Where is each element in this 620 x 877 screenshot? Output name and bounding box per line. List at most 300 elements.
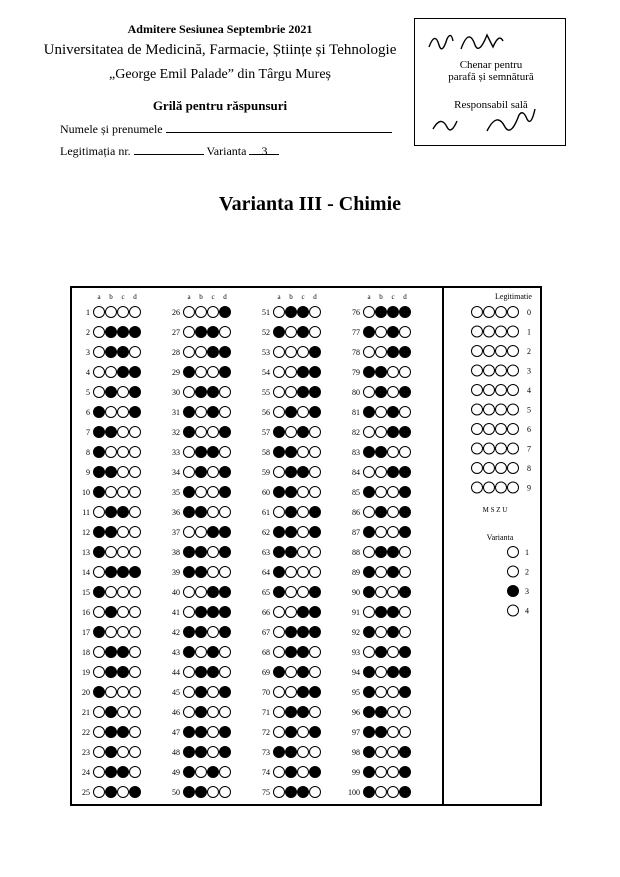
answer-bubble[interactable] bbox=[376, 327, 387, 338]
answer-bubble[interactable] bbox=[400, 307, 411, 318]
answer-bubble[interactable] bbox=[184, 407, 195, 418]
answer-bubble[interactable] bbox=[286, 747, 297, 758]
answer-bubble[interactable] bbox=[184, 607, 195, 618]
answer-bubble[interactable] bbox=[286, 367, 297, 378]
answer-bubble[interactable] bbox=[286, 707, 297, 718]
answer-bubble[interactable] bbox=[106, 567, 117, 578]
answer-bubble[interactable] bbox=[298, 307, 309, 318]
answer-bubble[interactable] bbox=[286, 527, 297, 538]
answer-bubble[interactable] bbox=[130, 547, 141, 558]
answer-bubble[interactable] bbox=[298, 547, 309, 558]
answer-bubble[interactable] bbox=[118, 447, 129, 458]
answer-bubble[interactable] bbox=[94, 507, 105, 518]
answer-bubble[interactable] bbox=[376, 367, 387, 378]
answer-bubble[interactable] bbox=[184, 487, 195, 498]
answer-bubble[interactable] bbox=[298, 667, 309, 678]
answer-bubble[interactable] bbox=[376, 347, 387, 358]
answer-bubble[interactable] bbox=[400, 547, 411, 558]
answer-bubble[interactable] bbox=[310, 467, 321, 478]
answer-bubble[interactable] bbox=[388, 587, 399, 598]
answer-bubble[interactable] bbox=[388, 427, 399, 438]
answer-bubble[interactable] bbox=[196, 307, 207, 318]
answer-bubble[interactable] bbox=[286, 567, 297, 578]
answer-bubble[interactable] bbox=[196, 687, 207, 698]
answer-bubble[interactable] bbox=[94, 467, 105, 478]
answer-bubble[interactable] bbox=[376, 667, 387, 678]
answer-bubble[interactable] bbox=[298, 447, 309, 458]
answer-bubble[interactable] bbox=[106, 707, 117, 718]
answer-bubble[interactable] bbox=[274, 447, 285, 458]
answer-bubble[interactable] bbox=[196, 487, 207, 498]
legitimatie-bubble[interactable] bbox=[496, 482, 507, 493]
answer-bubble[interactable] bbox=[274, 307, 285, 318]
answer-bubble[interactable] bbox=[310, 727, 321, 738]
answer-bubble[interactable] bbox=[310, 427, 321, 438]
answer-bubble[interactable] bbox=[274, 527, 285, 538]
answer-bubble[interactable] bbox=[364, 507, 375, 518]
answer-bubble[interactable] bbox=[118, 787, 129, 798]
answer-bubble[interactable] bbox=[118, 507, 129, 518]
answer-bubble[interactable] bbox=[376, 787, 387, 798]
answer-bubble[interactable] bbox=[130, 587, 141, 598]
answer-bubble[interactable] bbox=[94, 327, 105, 338]
answer-bubble[interactable] bbox=[220, 347, 231, 358]
answer-bubble[interactable] bbox=[400, 467, 411, 478]
answer-bubble[interactable] bbox=[310, 667, 321, 678]
answer-bubble[interactable] bbox=[130, 367, 141, 378]
answer-bubble[interactable] bbox=[388, 787, 399, 798]
legitimatie-bubble[interactable] bbox=[484, 404, 495, 415]
legitimatie-bubble[interactable] bbox=[484, 443, 495, 454]
answer-bubble[interactable] bbox=[196, 347, 207, 358]
answer-bubble[interactable] bbox=[298, 507, 309, 518]
answer-bubble[interactable] bbox=[310, 327, 321, 338]
answer-bubble[interactable] bbox=[130, 447, 141, 458]
answer-bubble[interactable] bbox=[274, 367, 285, 378]
answer-bubble[interactable] bbox=[208, 407, 219, 418]
answer-bubble[interactable] bbox=[376, 447, 387, 458]
answer-bubble[interactable] bbox=[400, 767, 411, 778]
answer-bubble[interactable] bbox=[208, 427, 219, 438]
answer-bubble[interactable] bbox=[130, 567, 141, 578]
answer-bubble[interactable] bbox=[388, 467, 399, 478]
answer-bubble[interactable] bbox=[400, 427, 411, 438]
answer-bubble[interactable] bbox=[274, 327, 285, 338]
answer-bubble[interactable] bbox=[184, 707, 195, 718]
legitimatie-bubble[interactable] bbox=[508, 404, 519, 415]
answer-bubble[interactable] bbox=[274, 427, 285, 438]
answer-bubble[interactable] bbox=[364, 787, 375, 798]
answer-bubble[interactable] bbox=[388, 367, 399, 378]
answer-bubble[interactable] bbox=[94, 427, 105, 438]
varianta-bubble[interactable] bbox=[508, 566, 519, 577]
answer-bubble[interactable] bbox=[118, 307, 129, 318]
answer-bubble[interactable] bbox=[118, 687, 129, 698]
answer-bubble[interactable] bbox=[286, 307, 297, 318]
answer-bubble[interactable] bbox=[220, 387, 231, 398]
answer-bubble[interactable] bbox=[274, 347, 285, 358]
answer-bubble[interactable] bbox=[286, 447, 297, 458]
answer-bubble[interactable] bbox=[388, 487, 399, 498]
answer-bubble[interactable] bbox=[274, 587, 285, 598]
answer-bubble[interactable] bbox=[376, 547, 387, 558]
answer-bubble[interactable] bbox=[106, 767, 117, 778]
answer-bubble[interactable] bbox=[388, 687, 399, 698]
answer-bubble[interactable] bbox=[106, 487, 117, 498]
answer-bubble[interactable] bbox=[118, 347, 129, 358]
legitimatie-bubble[interactable] bbox=[472, 424, 483, 435]
legitimatie-bubble[interactable] bbox=[508, 385, 519, 396]
answer-bubble[interactable] bbox=[364, 667, 375, 678]
legitimatie-bubble[interactable] bbox=[508, 424, 519, 435]
answer-bubble[interactable] bbox=[310, 707, 321, 718]
answer-bubble[interactable] bbox=[196, 767, 207, 778]
answer-bubble[interactable] bbox=[310, 487, 321, 498]
legitimatie-bubble[interactable] bbox=[472, 307, 483, 318]
answer-bubble[interactable] bbox=[130, 407, 141, 418]
answer-bubble[interactable] bbox=[298, 347, 309, 358]
answer-bubble[interactable] bbox=[208, 567, 219, 578]
answer-bubble[interactable] bbox=[196, 527, 207, 538]
legitimatie-bubble[interactable] bbox=[484, 424, 495, 435]
answer-bubble[interactable] bbox=[388, 547, 399, 558]
answer-bubble[interactable] bbox=[364, 527, 375, 538]
answer-bubble[interactable] bbox=[196, 387, 207, 398]
answer-bubble[interactable] bbox=[220, 707, 231, 718]
answer-bubble[interactable] bbox=[94, 407, 105, 418]
answer-bubble[interactable] bbox=[286, 467, 297, 478]
answer-bubble[interactable] bbox=[310, 627, 321, 638]
legitimatie-bubble[interactable] bbox=[484, 482, 495, 493]
answer-bubble[interactable] bbox=[364, 367, 375, 378]
answer-bubble[interactable] bbox=[400, 447, 411, 458]
answer-bubble[interactable] bbox=[364, 767, 375, 778]
legitimatie-bubble[interactable] bbox=[484, 463, 495, 474]
answer-bubble[interactable] bbox=[94, 667, 105, 678]
legitimatie-bubble[interactable] bbox=[472, 326, 483, 337]
answer-bubble[interactable] bbox=[400, 487, 411, 498]
answer-bubble[interactable] bbox=[298, 407, 309, 418]
legitimatie-bubble[interactable] bbox=[472, 482, 483, 493]
answer-bubble[interactable] bbox=[196, 407, 207, 418]
legitimatie-bubble[interactable] bbox=[496, 346, 507, 357]
legitimatie-bubble[interactable] bbox=[472, 443, 483, 454]
answer-bubble[interactable] bbox=[130, 327, 141, 338]
answer-bubble[interactable] bbox=[118, 567, 129, 578]
answer-bubble[interactable] bbox=[286, 327, 297, 338]
answer-bubble[interactable] bbox=[298, 707, 309, 718]
answer-bubble[interactable] bbox=[118, 747, 129, 758]
legitimatie-bubble[interactable] bbox=[508, 463, 519, 474]
answer-bubble[interactable] bbox=[184, 307, 195, 318]
answer-bubble[interactable] bbox=[130, 387, 141, 398]
answer-bubble[interactable] bbox=[298, 427, 309, 438]
legitimatie-bubble[interactable] bbox=[496, 326, 507, 337]
answer-bubble[interactable] bbox=[130, 787, 141, 798]
answer-bubble[interactable] bbox=[220, 407, 231, 418]
answer-bubble[interactable] bbox=[400, 747, 411, 758]
answer-bubble[interactable] bbox=[310, 587, 321, 598]
answer-bubble[interactable] bbox=[376, 507, 387, 518]
answer-bubble[interactable] bbox=[184, 687, 195, 698]
answer-bubble[interactable] bbox=[400, 507, 411, 518]
answer-bubble[interactable] bbox=[220, 667, 231, 678]
legitimatie-bubble[interactable] bbox=[508, 307, 519, 318]
answer-bubble[interactable] bbox=[400, 367, 411, 378]
answer-bubble[interactable] bbox=[184, 467, 195, 478]
answer-bubble[interactable] bbox=[364, 427, 375, 438]
answer-bubble[interactable] bbox=[184, 747, 195, 758]
answer-bubble[interactable] bbox=[196, 787, 207, 798]
answer-bubble[interactable] bbox=[274, 507, 285, 518]
answer-bubble[interactable] bbox=[130, 487, 141, 498]
answer-bubble[interactable] bbox=[388, 447, 399, 458]
answer-bubble[interactable] bbox=[94, 647, 105, 658]
answer-bubble[interactable] bbox=[376, 747, 387, 758]
answer-bubble[interactable] bbox=[388, 407, 399, 418]
answer-bubble[interactable] bbox=[388, 347, 399, 358]
answer-bubble[interactable] bbox=[376, 427, 387, 438]
answer-bubble[interactable] bbox=[364, 607, 375, 618]
answer-bubble[interactable] bbox=[130, 747, 141, 758]
answer-bubble[interactable] bbox=[220, 447, 231, 458]
answer-bubble[interactable] bbox=[208, 507, 219, 518]
answer-bubble[interactable] bbox=[106, 327, 117, 338]
answer-bubble[interactable] bbox=[106, 587, 117, 598]
answer-bubble[interactable] bbox=[310, 447, 321, 458]
answer-bubble[interactable] bbox=[286, 667, 297, 678]
answer-bubble[interactable] bbox=[400, 647, 411, 658]
answer-bubble[interactable] bbox=[184, 547, 195, 558]
answer-bubble[interactable] bbox=[220, 367, 231, 378]
answer-bubble[interactable] bbox=[94, 527, 105, 538]
answer-bubble[interactable] bbox=[220, 307, 231, 318]
answer-bubble[interactable] bbox=[220, 547, 231, 558]
answer-bubble[interactable] bbox=[274, 387, 285, 398]
answer-bubble[interactable] bbox=[274, 547, 285, 558]
answer-bubble[interactable] bbox=[310, 747, 321, 758]
legitimatie-bubble[interactable] bbox=[496, 443, 507, 454]
answer-bubble[interactable] bbox=[274, 607, 285, 618]
answer-bubble[interactable] bbox=[130, 307, 141, 318]
answer-bubble[interactable] bbox=[184, 527, 195, 538]
answer-bubble[interactable] bbox=[286, 587, 297, 598]
answer-bubble[interactable] bbox=[388, 727, 399, 738]
legitimatie-bubble[interactable] bbox=[484, 326, 495, 337]
answer-bubble[interactable] bbox=[298, 727, 309, 738]
answer-bubble[interactable] bbox=[364, 747, 375, 758]
answer-bubble[interactable] bbox=[220, 727, 231, 738]
answer-bubble[interactable] bbox=[184, 627, 195, 638]
answer-bubble[interactable] bbox=[364, 687, 375, 698]
answer-bubble[interactable] bbox=[388, 507, 399, 518]
answer-bubble[interactable] bbox=[208, 527, 219, 538]
answer-bubble[interactable] bbox=[388, 327, 399, 338]
answer-bubble[interactable] bbox=[274, 487, 285, 498]
answer-bubble[interactable] bbox=[184, 327, 195, 338]
answer-bubble[interactable] bbox=[118, 727, 129, 738]
legitimatie-bubble[interactable] bbox=[508, 482, 519, 493]
legitimatie-bubble[interactable] bbox=[496, 365, 507, 376]
answer-bubble[interactable] bbox=[118, 707, 129, 718]
answer-bubble[interactable] bbox=[130, 707, 141, 718]
answer-bubble[interactable] bbox=[208, 367, 219, 378]
answer-bubble[interactable] bbox=[130, 467, 141, 478]
answer-bubble[interactable] bbox=[106, 427, 117, 438]
answer-bubble[interactable] bbox=[274, 647, 285, 658]
answer-bubble[interactable] bbox=[376, 387, 387, 398]
legitimatie-bubble[interactable] bbox=[496, 307, 507, 318]
answer-bubble[interactable] bbox=[106, 347, 117, 358]
answer-bubble[interactable] bbox=[364, 587, 375, 598]
answer-bubble[interactable] bbox=[364, 647, 375, 658]
answer-bubble[interactable] bbox=[184, 667, 195, 678]
answer-bubble[interactable] bbox=[106, 407, 117, 418]
answer-bubble[interactable] bbox=[310, 567, 321, 578]
answer-bubble[interactable] bbox=[376, 627, 387, 638]
answer-bubble[interactable] bbox=[118, 667, 129, 678]
answer-bubble[interactable] bbox=[208, 587, 219, 598]
answer-bubble[interactable] bbox=[130, 527, 141, 538]
answer-bubble[interactable] bbox=[388, 767, 399, 778]
answer-bubble[interactable] bbox=[118, 367, 129, 378]
answer-bubble[interactable] bbox=[376, 687, 387, 698]
answer-bubble[interactable] bbox=[208, 787, 219, 798]
answer-bubble[interactable] bbox=[286, 787, 297, 798]
answer-bubble[interactable] bbox=[220, 787, 231, 798]
answer-bubble[interactable] bbox=[184, 507, 195, 518]
answer-bubble[interactable] bbox=[106, 747, 117, 758]
answer-bubble[interactable] bbox=[298, 787, 309, 798]
answer-bubble[interactable] bbox=[400, 587, 411, 598]
answer-bubble[interactable] bbox=[118, 627, 129, 638]
answer-bubble[interactable] bbox=[94, 627, 105, 638]
answer-bubble[interactable] bbox=[298, 687, 309, 698]
answer-bubble[interactable] bbox=[220, 507, 231, 518]
legitimatie-bubble[interactable] bbox=[484, 346, 495, 357]
answer-bubble[interactable] bbox=[364, 327, 375, 338]
answer-bubble[interactable] bbox=[388, 307, 399, 318]
answer-bubble[interactable] bbox=[94, 607, 105, 618]
answer-bubble[interactable] bbox=[118, 527, 129, 538]
answer-bubble[interactable] bbox=[376, 527, 387, 538]
answer-bubble[interactable] bbox=[196, 627, 207, 638]
answer-bubble[interactable] bbox=[196, 427, 207, 438]
answer-bubble[interactable] bbox=[388, 707, 399, 718]
answer-bubble[interactable] bbox=[118, 487, 129, 498]
answer-bubble[interactable] bbox=[106, 627, 117, 638]
answer-bubble[interactable] bbox=[208, 327, 219, 338]
answer-bubble[interactable] bbox=[208, 387, 219, 398]
answer-bubble[interactable] bbox=[274, 707, 285, 718]
answer-bubble[interactable] bbox=[220, 687, 231, 698]
answer-bubble[interactable] bbox=[364, 447, 375, 458]
answer-bubble[interactable] bbox=[106, 387, 117, 398]
answer-bubble[interactable] bbox=[400, 687, 411, 698]
answer-bubble[interactable] bbox=[184, 647, 195, 658]
answer-bubble[interactable] bbox=[184, 347, 195, 358]
answer-bubble[interactable] bbox=[118, 767, 129, 778]
answer-bubble[interactable] bbox=[298, 627, 309, 638]
answer-bubble[interactable] bbox=[286, 427, 297, 438]
answer-bubble[interactable] bbox=[184, 727, 195, 738]
answer-bubble[interactable] bbox=[298, 767, 309, 778]
legitimatie-bubble[interactable] bbox=[496, 463, 507, 474]
answer-bubble[interactable] bbox=[364, 407, 375, 418]
answer-bubble[interactable] bbox=[388, 747, 399, 758]
answer-bubble[interactable] bbox=[94, 487, 105, 498]
answer-bubble[interactable] bbox=[400, 347, 411, 358]
answer-bubble[interactable] bbox=[364, 707, 375, 718]
answer-bubble[interactable] bbox=[94, 587, 105, 598]
answer-bubble[interactable] bbox=[400, 627, 411, 638]
answer-bubble[interactable] bbox=[196, 747, 207, 758]
answer-bubble[interactable] bbox=[94, 567, 105, 578]
answer-bubble[interactable] bbox=[286, 547, 297, 558]
answer-bubble[interactable] bbox=[298, 567, 309, 578]
answer-bubble[interactable] bbox=[376, 567, 387, 578]
answer-bubble[interactable] bbox=[274, 407, 285, 418]
answer-bubble[interactable] bbox=[388, 647, 399, 658]
answer-bubble[interactable] bbox=[196, 567, 207, 578]
answer-bubble[interactable] bbox=[208, 447, 219, 458]
answer-bubble[interactable] bbox=[130, 727, 141, 738]
varianta-bubble[interactable] bbox=[508, 547, 519, 558]
answer-bubble[interactable] bbox=[94, 707, 105, 718]
answer-bubble[interactable] bbox=[286, 727, 297, 738]
answer-bubble[interactable] bbox=[130, 427, 141, 438]
answer-bubble[interactable] bbox=[298, 607, 309, 618]
answer-bubble[interactable] bbox=[274, 787, 285, 798]
legitimatie-bubble[interactable] bbox=[472, 404, 483, 415]
answer-bubble[interactable] bbox=[286, 607, 297, 618]
answer-bubble[interactable] bbox=[364, 307, 375, 318]
answer-bubble[interactable] bbox=[274, 627, 285, 638]
answer-bubble[interactable] bbox=[94, 687, 105, 698]
answer-bubble[interactable] bbox=[388, 387, 399, 398]
answer-bubble[interactable] bbox=[274, 767, 285, 778]
answer-bubble[interactable] bbox=[286, 767, 297, 778]
answer-bubble[interactable] bbox=[364, 627, 375, 638]
answer-bubble[interactable] bbox=[286, 347, 297, 358]
answer-bubble[interactable] bbox=[286, 627, 297, 638]
answer-bubble[interactable] bbox=[130, 647, 141, 658]
answer-bubble[interactable] bbox=[310, 307, 321, 318]
legitimatie-bubble[interactable] bbox=[508, 365, 519, 376]
answer-bubble[interactable] bbox=[400, 787, 411, 798]
answer-bubble[interactable] bbox=[310, 607, 321, 618]
answer-bubble[interactable] bbox=[208, 607, 219, 618]
answer-bubble[interactable] bbox=[220, 607, 231, 618]
answer-bubble[interactable] bbox=[274, 567, 285, 578]
answer-bubble[interactable] bbox=[400, 727, 411, 738]
answer-bubble[interactable] bbox=[196, 547, 207, 558]
answer-bubble[interactable] bbox=[310, 767, 321, 778]
answer-bubble[interactable] bbox=[208, 667, 219, 678]
answer-bubble[interactable] bbox=[184, 587, 195, 598]
answer-bubble[interactable] bbox=[298, 527, 309, 538]
answer-bubble[interactable] bbox=[364, 467, 375, 478]
answer-bubble[interactable] bbox=[94, 747, 105, 758]
answer-bubble[interactable] bbox=[208, 547, 219, 558]
answer-bubble[interactable] bbox=[220, 627, 231, 638]
answer-bubble[interactable] bbox=[310, 787, 321, 798]
answer-bubble[interactable] bbox=[274, 687, 285, 698]
varianta-bubble[interactable] bbox=[508, 586, 519, 597]
answer-bubble[interactable] bbox=[274, 667, 285, 678]
answer-bubble[interactable] bbox=[196, 447, 207, 458]
legitimatie-bubble[interactable] bbox=[508, 443, 519, 454]
